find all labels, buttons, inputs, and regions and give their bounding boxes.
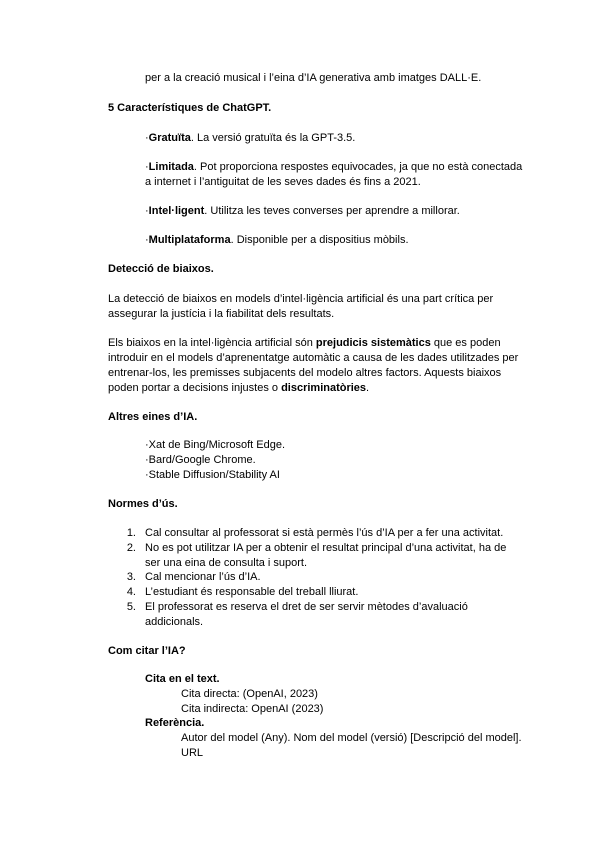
bias-paragraph-line: La detecció de biaixos en models d’intel·ligència artificial és una part crítica per <box>108 293 494 305</box>
rule-item-continuation: ser una eina de consulta i suport. <box>145 557 308 569</box>
rule-number: 3. <box>126 571 136 583</box>
cite-direct: Cita directa: (OpenAI, 2023) <box>181 688 318 700</box>
feature-item: ·Multiplataforma. Disponible per a dispositius mòbils. <box>145 234 409 246</box>
feature-item: ·Intel·ligent. Utilitza les teves converses per aprendre a millorar. <box>145 205 460 217</box>
feature-item: ·Limitada. Pot proporciona respostes equivocades, ja que no està conectada <box>145 161 523 173</box>
bias-paragraph-line: introduir en el models d’aprenentatge automàtic a causa de les dades utilitzades per <box>108 352 519 364</box>
bias-heading: Detecció de biaixos. <box>108 263 214 275</box>
rule-item: El professorat es reserva el dret de ser servir mètodes d’avaluació <box>145 601 468 613</box>
feature-item: ·Gratuïta. La versió gratuïta és la GPT-3.5. <box>145 132 356 144</box>
cite-reference-line: URL <box>181 747 204 759</box>
rule-number: 1. <box>126 527 136 539</box>
rule-item: Cal consultar al professorat si està permès l’ús d’IA per a fer una activitat. <box>145 527 504 539</box>
bias-paragraph-line: poden portar a decisions injustes o discriminatòries. <box>108 382 370 394</box>
feature-item-continuation: a internet i l’antiguitat de les seves dades és fins a 2021. <box>145 176 421 188</box>
rule-number: 4. <box>126 586 136 598</box>
tool-item: ·Bard/Google Chrome. <box>145 454 256 466</box>
tools-heading: Altres eines d’IA. <box>108 411 198 423</box>
rules-heading: Normes d’ús. <box>108 498 178 510</box>
cite-indirect: Cita indirecta: OpenAI (2023) <box>181 703 324 715</box>
bias-paragraph-line: Els biaixos en la intel·ligència artificial són prejudicis sistemàtics que es poden <box>108 337 501 349</box>
bias-paragraph-line: entrenar-los, les premisses subjacents del modelo altres factors. Aquests biaixos <box>108 367 502 379</box>
cite-in-text-heading: Cita en el text. <box>145 673 220 685</box>
rule-number: 2. <box>126 542 136 554</box>
tool-item: ·Xat de Bing/Microsoft Edge. <box>145 439 286 451</box>
bias-paragraph-line: assegurar la justícia i la fiabilitat dels resultats. <box>108 308 335 320</box>
cite-heading: Com citar l’IA? <box>108 645 186 657</box>
cite-reference-line: Autor del model (Any). Nom del model (versió) [Descripció del model]. <box>181 732 522 744</box>
rule-item: L’estudiant és responsable del treball lliurat. <box>145 586 359 598</box>
rule-item: Cal mencionar l’ús d’IA. <box>145 571 261 583</box>
tool-item: ·Stable Diffusion/Stability AI <box>145 469 280 481</box>
rule-item-continuation: addicionals. <box>145 616 204 628</box>
cite-reference-heading: Referència. <box>145 717 205 729</box>
intro-continuation: per a la creació musical i l’eina d’IA generativa amb imatges DALL·E. <box>145 72 482 84</box>
features-heading: 5 Característiques de ChatGPT. <box>108 102 272 114</box>
rule-item: No es pot utilitzar IA per a obtenir el resultat principal d’una activitat, ha de <box>145 542 507 554</box>
rule-number: 5. <box>126 601 136 613</box>
